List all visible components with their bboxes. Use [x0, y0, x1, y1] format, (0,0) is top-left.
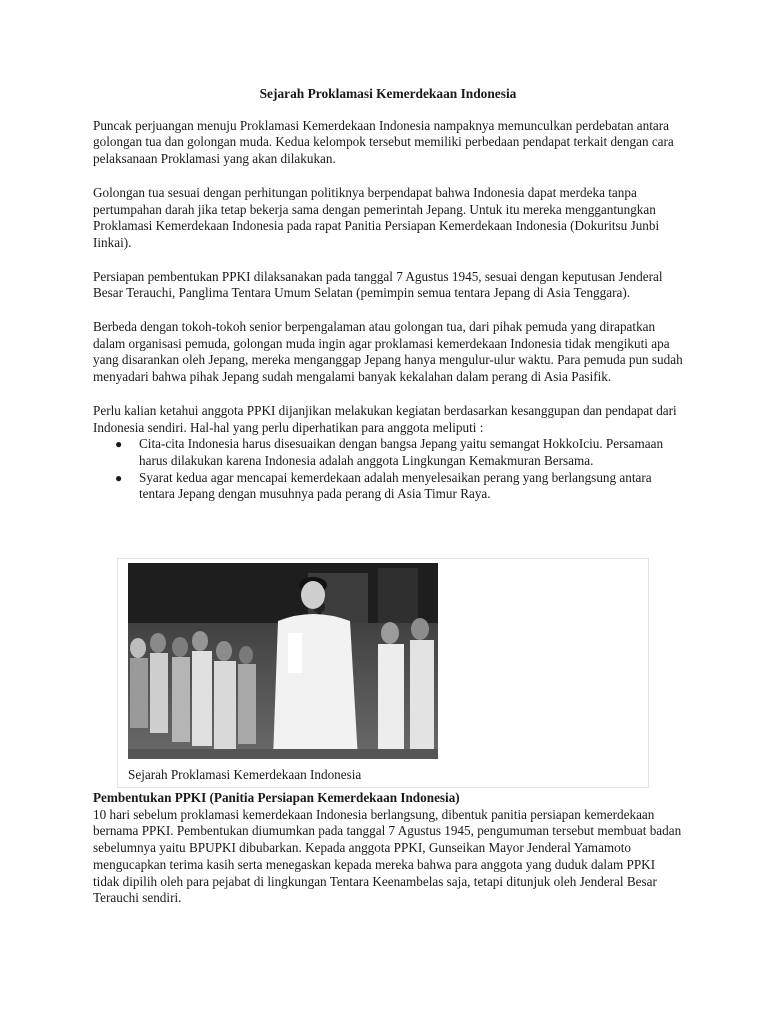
paragraph-1: Puncak perjuangan menuju Proklamasi Kemerdekaan Indonesia nampaknya memunculkan perdebatan antara golongan tua dan golongan muda. Kedua kelompok tersebut memiliki perbedaan pendapat terkait dengan cara pelaksanaan Proklamasi yang akan dilakukan.: [93, 117, 674, 167]
paragraph-5: Perlu kalian ketahui anggota PPKI dijanjikan melakukan kegiatan berdasarkan kesanggupan dan pendapat dari Indonesia sendiri. Hal-hal yang perlu diperhatikan para anggota meliputi :: [93, 402, 677, 435]
document-body: [93, 86, 683, 503]
bullet-list: [93, 436, 683, 503]
bullet-dot-icon: ●: [115, 437, 123, 452]
list-item: [93, 436, 683, 469]
bullet-dot-icon: ●: [115, 470, 123, 485]
paragraph-3: Persiapan pembentukan PPKI dilaksanakan pada tanggal 7 Agustus 1945, sesuai dengan keputusan Jenderal Besar Terauchi, Panglima Tentara Umum Selatan (pemimpin semua tentara Jepang di Asia Tenggara).: [93, 268, 663, 301]
section-body: 10 hari sebelum proklamasi kemerdekaan Indonesia berlangsung, dibentuk panitia persiapan kemerdekaan bernama PPKI. Pembentukan diumumkan pada tanggal 7 Agustus 1945, pengumuman tersebut membuat badan sebelumnya yaitu BPUPKI dibubarkan. Kepada anggota PPKI, Gunseikan Mayor Jenderal Yamamoto mengucapkan terima kasih serta menegaskan kepada mereka bahwa para anggota yang duduk dalam PPKI tidak dipilih oleh para pejabat di lingkungan Tentara Keenambelas saja, tetapi ditunjuk oleh Jenderal Besar Terauchi sendiri.: [93, 806, 682, 906]
figure: [117, 558, 649, 788]
historical-photo: [128, 563, 438, 759]
bullet-text: Syarat kedua agar mencapai kemerdekaan adalah menyelesaikan perang yang berlangsung antara tentara Jepang dengan musuhnya pada perang di Asia Timur Raya.: [139, 469, 652, 502]
bullet-text: Cita-cita Indonesia harus disesuaikan dengan bangsa Jepang yaitu semangat HokkoIciu. Persamaan harus dilakukan karena Indonesia adalah anggota Lingkungan Kemakmuran Bersama.: [139, 436, 664, 468]
document-title: Sejarah Proklamasi Kemerdekaan Indonesia: [259, 86, 517, 101]
paragraph-4: Berbeda dengan tokoh-tokoh senior berpengalaman atau golongan tua, dari pihak pemuda yang dirapatkan dalam organisasi pemuda, golongan muda ingin agar proklamasi kemerdekaan Indonesia tidak mengikuti apa yang disarankan oleh Jepang, mereka menganggap Jepang hanya mengulur-ulur waktu. Para pemuda pun sudah menyadari bahwa pihak Jepang sudah mengalami banyak kekalahan dalam perang di Asia Pasifik.: [93, 319, 683, 385]
paragraph-2: Golongan tua sesuai dengan perhitungan politiknya berpendapat bahwa Indonesia dapat merdeka tanpa pertumpahan darah jika tetap bekerja sama dengan pemerintah Jepang. Untuk itu mereka menggantungkan Proklamasi Kemerdekaan Indonesia pada rapat Panitia Persiapan Kemerdekaan Indonesia (Dokuritsu Junbi Iinkai).: [93, 184, 660, 250]
section-ppki: [93, 790, 683, 907]
figure-caption: Sejarah Proklamasi Kemerdekaan Indonesia: [128, 767, 362, 782]
list-item: [93, 470, 683, 503]
section-title: Pembentukan PPKI (Panitia Persiapan Kemerdekaan Indonesia): [93, 790, 460, 805]
